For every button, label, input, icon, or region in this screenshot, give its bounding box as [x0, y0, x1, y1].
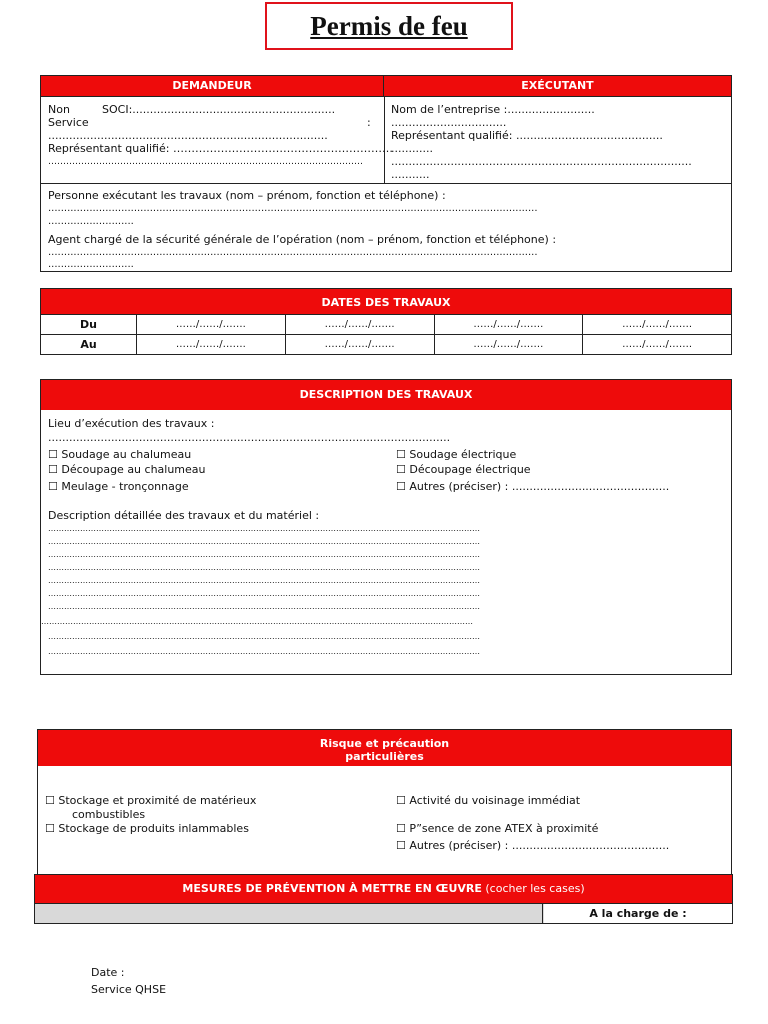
dates-row-au	[41, 335, 732, 355]
service-field[interactable]: ................................................................................	[48, 129, 328, 142]
date-cell[interactable]: ……/……/…….	[137, 315, 286, 335]
dates-row-du	[41, 315, 732, 335]
header-divider	[41, 96, 731, 97]
personne-field-cont[interactable]: ...........................	[48, 216, 134, 227]
page-title: Permis de feu	[310, 11, 468, 41]
charge-cell: A la charge de :	[544, 904, 732, 923]
agent-label: Agent chargé de la sécurité générale de l’opération (nom – prénom, fonction et téléphone) :	[48, 233, 557, 246]
risque-header-line1: Risque et précaution	[319, 737, 450, 750]
option-decoupage-electrique[interactable]: ☐ Découpage électrique	[396, 463, 531, 476]
risque-header	[38, 730, 731, 766]
detail-line[interactable]: ………………………………………………………………………………………………………………………………………………	[48, 537, 480, 546]
detail-line[interactable]: ………………………………………………………………………………………………………………………………………………	[48, 550, 480, 559]
option-autres[interactable]: ☐ Autres (préciser) : .............................................	[396, 480, 670, 493]
row-divider	[41, 183, 731, 184]
non-label: Non	[48, 103, 70, 116]
lieu-field[interactable]: ...................................................................................................................	[48, 431, 451, 444]
executant-header: EXÉCUTANT	[384, 76, 731, 96]
page-title-box	[265, 2, 513, 50]
executant-rep-dots-2[interactable]: ......................................................................................	[391, 155, 692, 168]
date-cell[interactable]: ……/……/…….	[434, 315, 583, 335]
option-soudage-electrique[interactable]: ☐ Soudage électrique	[396, 448, 517, 461]
date-cell[interactable]: ……/……/…….	[583, 335, 732, 355]
mesures-header	[34, 874, 733, 904]
footer-date-label: Date :	[91, 966, 125, 979]
detail-line[interactable]: ………………………………………………………………………………………………………………………………………………	[41, 617, 473, 626]
risque-zone-atex[interactable]: ☐ P”sence de zone ATEX à proximité	[396, 822, 599, 835]
soci-field[interactable]: SOCI:..........................................................	[102, 103, 336, 116]
lieu-label: Lieu d’exécution des travaux :	[48, 417, 215, 430]
demandeur-representant-field[interactable]: Représentant qualifié: ……………………………………………………	[48, 142, 393, 155]
demandeur-executant-section	[40, 75, 732, 272]
mesures-row	[34, 903, 733, 924]
risque-activite-voisinage[interactable]: ☐ Activité du voisinage immédiat	[396, 794, 581, 807]
service-label: Service	[48, 116, 89, 129]
footer-service-label: Service QHSE	[91, 983, 167, 996]
detail-line[interactable]: ………………………………………………………………………………………………………………………………………………	[48, 524, 480, 533]
agent-field[interactable]: ..........................................................................................................................................................	[48, 247, 538, 258]
date-cell[interactable]: ……/……/…….	[285, 335, 434, 355]
option-decoupage-chalumeau[interactable]: ☐ Découpage au chalumeau	[48, 463, 206, 476]
executant-representant-field[interactable]: Représentant qualifié: ..........................................	[391, 129, 663, 142]
dates-table	[40, 314, 732, 355]
service-colon: :	[367, 116, 371, 129]
personne-label: Personne exécutant les travaux (nom – prénom, fonction et téléphone) :	[48, 189, 446, 202]
column-divider	[384, 96, 385, 183]
mesures-input-cell[interactable]	[35, 904, 543, 923]
description-section	[40, 379, 732, 675]
detail-line[interactable]: ………………………………………………………………………………………………………………………………………………	[48, 563, 480, 572]
entreprise-dots[interactable]: .................................	[391, 116, 507, 129]
detail-line[interactable]: ………………………………………………………………………………………………………………………………………………	[48, 576, 480, 585]
dates-row-label: Du	[41, 315, 137, 335]
executant-rep-dots-1[interactable]: ............	[391, 142, 433, 155]
date-cell[interactable]: ……/……/…….	[434, 335, 583, 355]
option-meulage[interactable]: ☐ Meulage - tronçonnage	[48, 480, 189, 493]
detail-line[interactable]: ………………………………………………………………………………………………………………………………………………	[48, 647, 480, 656]
detail-line[interactable]: ………………………………………………………………………………………………………………………………………………	[48, 589, 480, 598]
description-header: DESCRIPTION DES TRAVAUX	[41, 380, 731, 410]
date-cell[interactable]: ……/……/…….	[583, 315, 732, 335]
risque-stockage-produits[interactable]: ☐ Stockage de produits inlammables	[45, 822, 249, 835]
dates-header: DATES DES TRAVAUX	[40, 288, 732, 315]
risque-autres[interactable]: ☐ Autres (préciser) : .............................................	[396, 839, 670, 852]
risque-stockage-materiaux[interactable]: ☐ Stockage et proximité de matérieux	[45, 794, 257, 807]
agent-field-cont[interactable]: ...........................	[48, 259, 134, 270]
entreprise-field[interactable]: Nom de l’entreprise :.........................	[391, 103, 595, 116]
detail-line[interactable]: ………………………………………………………………………………………………………………………………………………	[48, 632, 480, 641]
executant-rep-dots-3[interactable]: ...........	[391, 168, 430, 181]
date-cell[interactable]: ……/……/…….	[285, 315, 434, 335]
personne-field[interactable]: ..........................................................................................................................................................	[48, 203, 538, 214]
date-cell[interactable]: ……/……/…….	[137, 335, 286, 355]
mesures-header-bold: MESURES DE PRÉVENTION À METTRE EN ŒUVRE	[182, 882, 482, 895]
risque-section	[37, 729, 732, 876]
demandeur-extra-dots[interactable]: ……………………………………………………………………………………………	[48, 157, 363, 167]
detail-line[interactable]: ………………………………………………………………………………………………………………………………………………	[48, 602, 480, 611]
option-soudage-chalumeau[interactable]: ☐ Soudage au chalumeau	[48, 448, 192, 461]
dates-row-label: Au	[41, 335, 137, 355]
risque-stockage-materiaux-cont: combustibles	[72, 808, 146, 821]
risque-header-line2: particulières	[345, 750, 424, 763]
demandeur-header: DEMANDEUR	[41, 76, 384, 96]
mesures-header-note: (cocher les cases)	[481, 882, 585, 895]
detail-label: Description détaillée des travaux et du matériel :	[48, 509, 320, 522]
